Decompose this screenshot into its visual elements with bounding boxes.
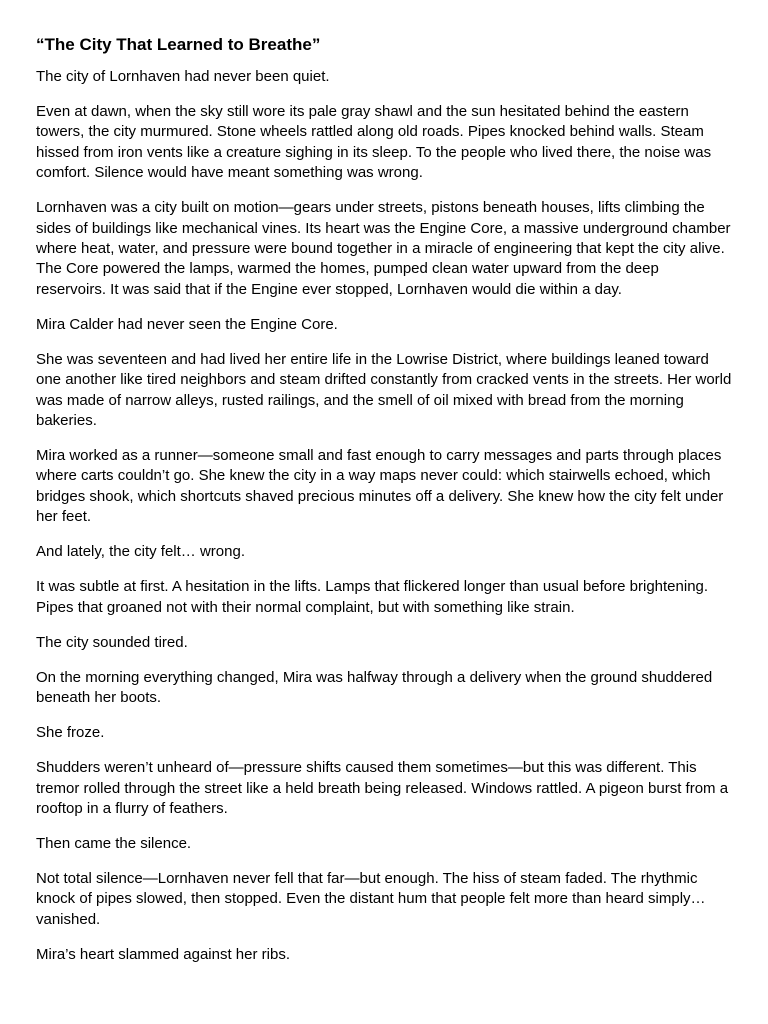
paragraph: Mira’s heart slammed against her ribs. bbox=[36, 945, 290, 963]
paragraph: Mira Calder had never seen the Engine Core. bbox=[36, 315, 338, 333]
story-body bbox=[36, 67, 732, 965]
paragraph: Not total silence—Lornhaven never fell that far—but enough. The hiss of steam faded. The rhythmic knock of pipes slowed, then stopped. Even the distant hum that people felt more than heard simply… vanished. bbox=[36, 869, 706, 928]
story-title: “The City That Learned to Breathe” bbox=[36, 35, 321, 54]
paragraph: And lately, the city felt… wrong. bbox=[36, 543, 245, 561]
paragraph: She was seventeen and had lived her entire life in the Lowrise District, where buildings leaned toward one another like tired neighbors and steam drifted constantly from cracked vents in the streets. Her world was made of narrow alleys, rusted railings, and the smell of oil mixed with bread from the morning bakeries. bbox=[36, 350, 732, 430]
paragraph: Shudders weren’t unheard of—pressure shifts caused them sometimes—but this was different. This tremor rolled through the street like a held breath being released. Windows rattled. A pigeon burst from a rooftop in a flurry of feathers. bbox=[36, 759, 729, 817]
paragraph: The city of Lornhaven had never been quiet. bbox=[36, 68, 330, 85]
paragraph: Mira worked as a runner—someone small and fast enough to carry messages and parts through places where carts couldn’t go. She knew the city in a way maps never could: which stairwells echoed, which bridges shook, which shortcuts shaved precious minutes off a delivery. She knew how the city felt under her feet. bbox=[36, 447, 724, 526]
paragraph: Lornhaven was a city built on motion—gears under streets, pistons beneath houses, lifts climbing the sides of buildings like mechanical vines. Its heart was the Engine Core, a massive underground chamber where heat, water, and pressure were bound together in a miracle of engineering that kept the city alive. The Core powered the lamps, warmed the homes, pumped clean water upward from the deep reservoirs. It was said that if the Engine ever stopped, Lornhaven would die within a day. bbox=[36, 199, 731, 298]
paragraph: Even at dawn, when the sky still wore its pale gray shawl and the sun hesitated behind the eastern towers, the city murmured. Stone wheels rattled along old roads. Pipes knocked behind walls. Steam hissed from iron vents like a creature sighing in its sleep. To the people who lived there, the noise was comfort. Silence would have meant something was wrong. bbox=[36, 103, 712, 182]
paragraph: She froze. bbox=[36, 724, 105, 742]
paragraph: Then came the silence. bbox=[36, 834, 192, 852]
paragraph: It was subtle at first. A hesitation in the lifts. Lamps that flickered longer than usual before brightening. Pipes that groaned not with their normal complaint, but with something like strain. bbox=[36, 578, 709, 616]
paragraph: The city sounded tired. bbox=[36, 633, 188, 651]
paragraph: On the morning everything changed, Mira was halfway through a delivery when the ground shuddered beneath her boots. bbox=[36, 668, 713, 707]
